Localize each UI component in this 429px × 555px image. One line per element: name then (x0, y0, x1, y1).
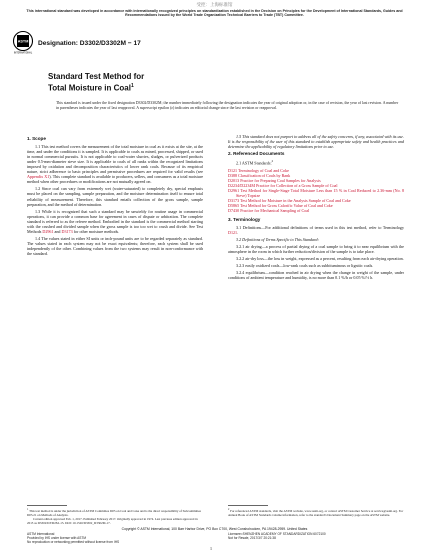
reference-title[interactable]: Test Method for Gross Calorific Value of Coal and Coke (240, 202, 333, 208)
reference-title[interactable]: Practice for Preparing Coal Samples for Analysis (240, 177, 321, 183)
license-left: ASTM International Provided by IHS under license with ASTM No reproduction or networking permitted without license from IHS (27, 532, 120, 544)
appendix-x1-link[interactable]: Appendix X1 (27, 174, 50, 180)
reference-title[interactable]: Practice for Collection of a Gross Sample of Coal (256, 182, 338, 188)
left-column (27, 134, 203, 258)
page-number: 1 (210, 546, 212, 551)
footnote-1: $^1$ This test method is under the jurisdiction of ASTM Committee D05 on Coal and Coke and is the direct responsibility of Subcommittee D05.21 on Methods of Analysis. (27, 508, 202, 517)
right-column (228, 134, 404, 282)
referenced-documents-heading: 2. Referenced Documents (228, 151, 285, 157)
section-3-2-1: 3.2.1 air drying—a process of partial drying of a coal sample to bring it to near equilibrium with the atmosphere in the room in which further reduction/division of the sample is to take place. (228, 244, 404, 255)
title-line-1: Standard Test Method for (48, 72, 145, 81)
issuance-note: This standard is issued under the fixed designation D3302/D3302M; the number immediately following the designation indicates the year of original adoption or, in the case of revision, the year of last revision. A number in parentheses indicates the year of last reapproval. A superscript epsilon (ε) indicates an editorial change since the last revision or reapproval. (56, 101, 399, 110)
section-1-3 (27, 209, 203, 234)
designation: Designation: D3302/D3302M − 17 (38, 40, 141, 47)
reference-item (228, 188, 404, 198)
ref-link-d121[interactable]: D121 (228, 230, 238, 236)
section-1-3-mid: and (54, 228, 61, 234)
section-3-1-text: 3.1 Definitions—For additional definitions of terms used in this test method, refer to Terminology (236, 225, 404, 231)
section-1-3-end: for other moisture methods. (73, 228, 120, 234)
reference-code-link[interactable]: D388 (228, 172, 238, 178)
section-1-5: 1.5 This standard does not purport to address all of the safety concerns, if any, associated with its use. It is the responsibility of the user of this standard to establish appropriate safety and health practices and determine the applicability of regulatory limitations prior to use. (228, 134, 404, 150)
reference-code-link[interactable]: D121 (228, 167, 238, 173)
copyright-line: Copyright © ASTM International, 100 Barr Harbor Drive, PO Box C700, West Conshohocken, PA 19428-2959. United States (121, 527, 308, 531)
reference-title[interactable]: Test Method for Moisture in the Analysis Sample of Coal and Coke (240, 197, 351, 203)
reference-code-link[interactable]: D3173 (228, 197, 240, 203)
reference-code-link[interactable]: D7430 (228, 207, 240, 213)
reference-code-link[interactable]: D2234/D2234M (228, 182, 256, 188)
footnote-2: $^2$ For referenced ASTM standards, visit the ASTM website, www.astm.org, or contact ASTM Customer Service at service@astm.org. For Annual Book of ASTM Standards volume information, refer to the standard's Document Summary page on the ASTM website. (228, 508, 404, 517)
title-footnote-mark: 1 (130, 82, 134, 89)
section-1-2: 1.2 Since coal can vary from extremely wet (water-saturated) to completely dry, special emphasis must be placed on the sampling, sample preparation, and the moisture determination itself to ensure total reliability of measurement. Therefore, this standard entails collection of the gross sample, sample preparation, and the method of determination. (27, 186, 203, 207)
reference-title[interactable]: Terminology of Coal and Coke (238, 167, 289, 173)
document-title (48, 72, 144, 93)
reference-title[interactable]: Classification of Coals by Rank (238, 172, 291, 178)
license-right: Licensee=SHENZHEN ACADEMY OF STANDARDIZATION 6072100 Not for Resale, 2017/3/7 20:21:38 (228, 532, 326, 540)
astm-standards-label (228, 159, 404, 165)
section-3-2: 3.2 Definitions of Terms Specific to This Standard: (236, 237, 319, 243)
footnote-1-edition: Current edition approved Feb. 1, 2017. Published February 2017. Originally approved in 1974. Last previous edition approved in 2015 as D3302/D3302M–15. DOI: 10.1520/D3302_D3302M-17. (27, 516, 198, 525)
reference-code-link[interactable]: D2961 (228, 187, 240, 193)
section-1-4: 1.4 The values stated in either SI units or inch-pound units are to be regarded separately as standard. The values stated in each system may not be exact equivalents; therefore, each system shall be used independently of the other. Combining values from the two systems may result in non-conformance with the standard. (27, 235, 203, 256)
ref-link-d2961[interactable]: D2961 (42, 228, 54, 234)
logo-text: ASTM (17, 39, 29, 44)
section-1-3-text: 1.3 While it is recognized that such a standard may be unwieldy for routine usage in commercial operations, it can provide a common base for agreement in cases of dispute or arbitration. The complete standard is referred to as the referee method. Embodied in the standard is the commercial method starting with the crushed and divided sample when the gross sample is too too wet to crush and divide. See Test Methods (27, 208, 203, 234)
reference-code-link[interactable]: D5865 (228, 202, 240, 208)
astm-standards-footnote-mark: 2 (271, 159, 274, 164)
logo-subtext: INTERNATIONAL (13, 52, 33, 54)
astm-standards-label-text: 2.1 ASTM Standards: (236, 160, 272, 166)
terminology-heading: 3. Terminology (228, 217, 261, 223)
section-1-1 (27, 144, 203, 184)
ref-link-d3173[interactable]: D3173 (61, 228, 73, 234)
section-3-1: 3.1 Definitions—For additional definitions of terms used in this test method, refer to Terminology D121. (228, 225, 404, 236)
library-stamp: 受控：上海标准馆 (196, 2, 233, 7)
section-1-1-text: 1.1 This test method covers the measurement of the total moisture in coal as it exists at the site, at the time, and under the conditions it is sampled. It is applicable to coals as mined, processed, shipped, or used in normal commercial pursuits. It is not applicable to coal-water slurries, sludges, or pulverized products under 0.5-mm-diameter sieve size. It is applicable to coals of all ranks within the recognized limitations imposed by oxidation and decomposition characteristics of lower rank coals. Because of its empirical nature, strict adherence to basic principles and permissive procedures are required for valid results (see (27, 144, 203, 175)
reference-item (228, 208, 404, 213)
footnote-1-text: This test method is under the jurisdiction of ASTM Committee D05 on Coal and Coke and is the direct responsibility of Subcommittee D05.21 on Methods of Analysis. (27, 509, 202, 517)
section-3-2-2: 3.2.2 air-dry loss—the loss in weight, expressed as a percent, resulting from each air-drying operation. (236, 256, 404, 262)
section-3-2-4: 3.2.4 equilibrium—condition reached in air drying when the change in weight of the sample, under conditions of ambient temperature and humidity, is no more than 0.1 %/h or 0.05 %/½ h. (228, 270, 404, 281)
section-1-1-end: ). This complete standard is available to producers, sellers, and consumers as a total moisture method when other procedures or modifications are not mutually agreed on. (27, 174, 204, 185)
section-3-2-3: 3.2.3 easily oxidized coals—low-rank coals such as subbituminous or lignitic coals. (236, 263, 374, 269)
wto-banner: This international standard was developed in accordance with internationally recognized principles on standardization established in the Decision on Principles for the Development of International Standards, Guides and Recommendations issued by the World Trade Organization Technical Barriers to Trade (TBT) Committee. (26, 9, 403, 18)
footnotes-left (27, 505, 203, 526)
footnotes-right (228, 505, 404, 518)
reference-title[interactable]: Test Method for Single-Stage Total Moisture Less than 15 % in Coal Reduced to 2.36-mm (No. 8 Sieve) Topsize (236, 187, 405, 198)
astm-logo (12, 30, 34, 54)
scope-heading: 1. Scope (27, 136, 46, 141)
footnote-2-text: For referenced ASTM standards, visit the ASTM website, www.astm.org, or contact ASTM Customer Service at service@astm.org. For Annual Book of ASTM Standards volume information, refer to the standard's Document Summary page on the ASTM website. (228, 509, 404, 517)
reference-code-link[interactable]: D2013 (228, 177, 240, 183)
footnote-rule (27, 505, 67, 506)
reference-title[interactable]: Practice for Mechanical Sampling of Coal (240, 207, 310, 213)
title-line-2 (48, 82, 144, 93)
title-line-2-text: Total Moisture in Coal (48, 83, 131, 93)
footnote-rule-right (228, 505, 268, 506)
reference-list (228, 168, 404, 213)
